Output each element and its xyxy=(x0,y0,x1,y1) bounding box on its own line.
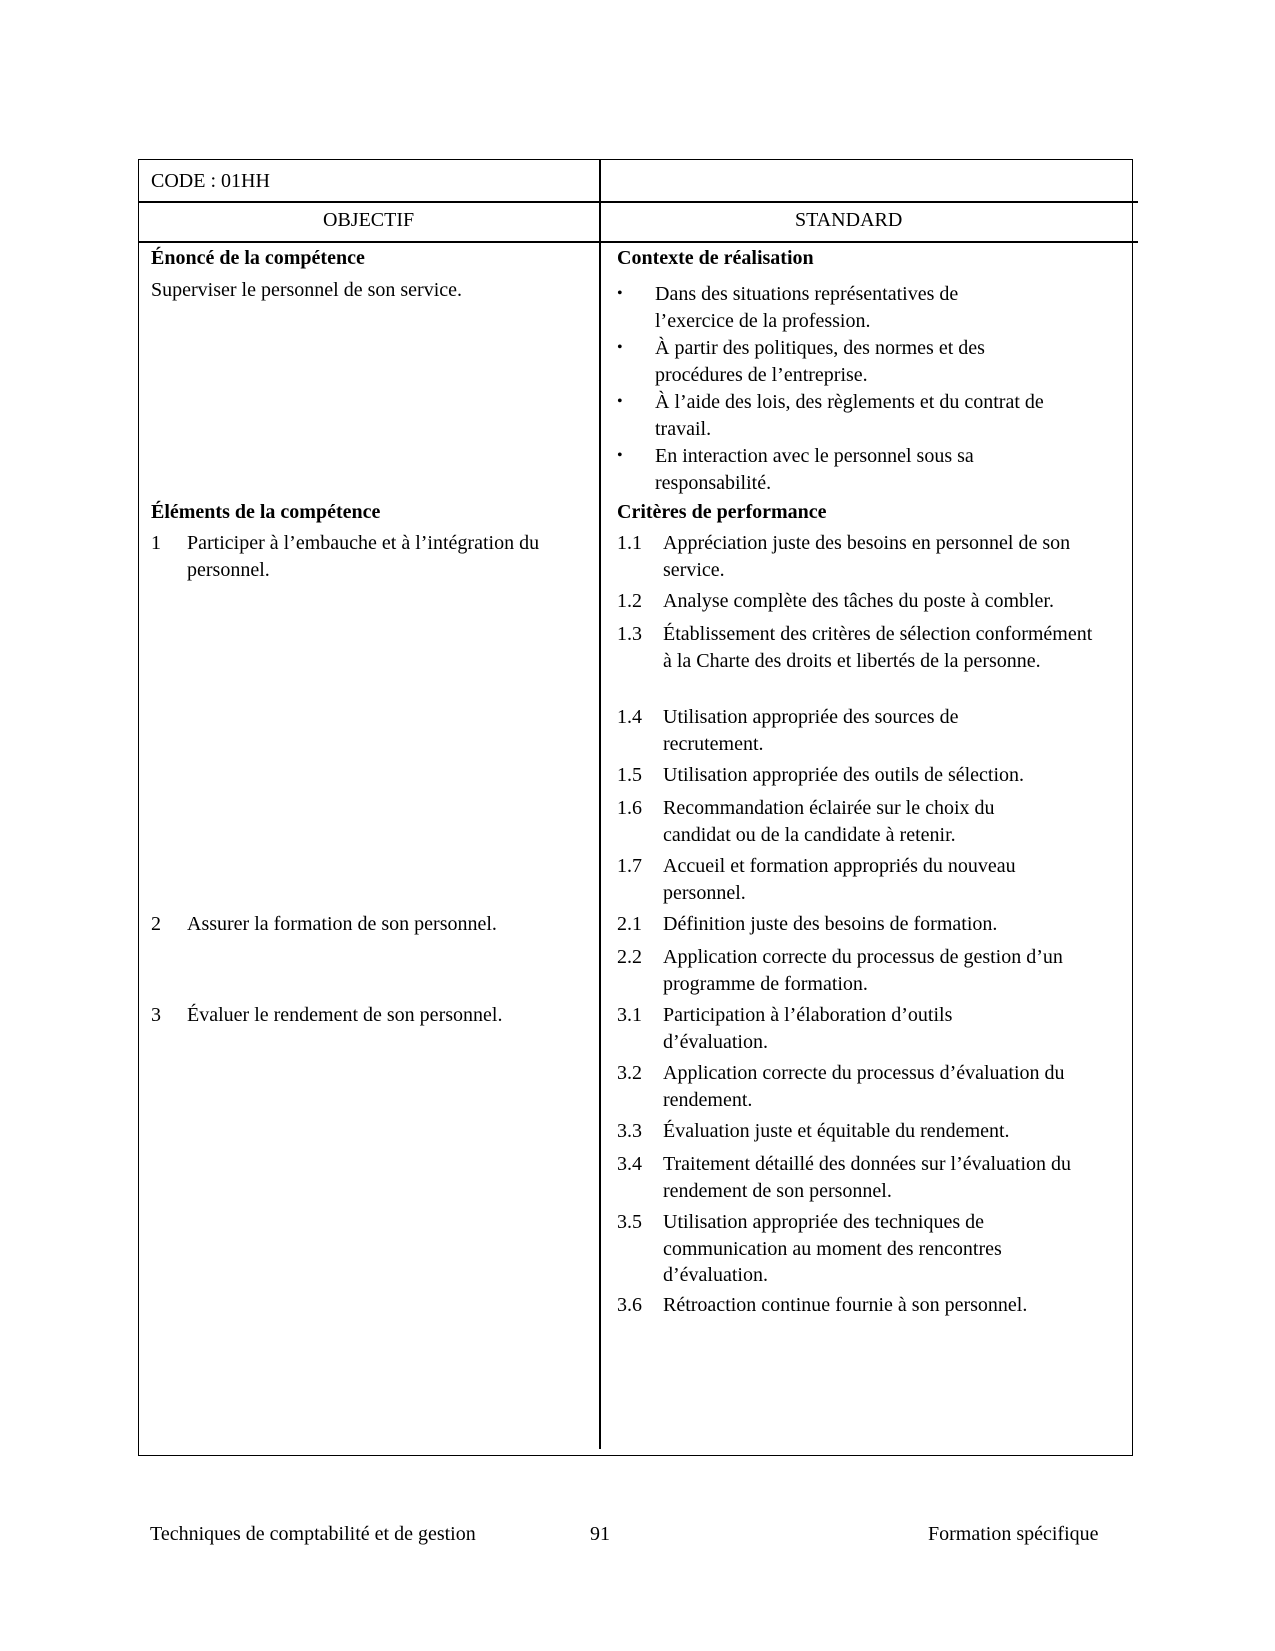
critere-number: 1.3 xyxy=(617,623,642,645)
critere-number: 1.2 xyxy=(617,590,642,612)
footer-section-title: Formation spécifique xyxy=(928,1523,1099,1545)
critere-number: 3.1 xyxy=(617,1004,642,1026)
element-number: 2 xyxy=(151,913,161,935)
critere-text: Définition juste des besoins de formation. xyxy=(663,913,998,935)
critere-number: 2.2 xyxy=(617,946,642,968)
critere-text: Rétroaction continue fournie à son personnel. xyxy=(663,1294,1028,1316)
standard-column-header: STANDARD xyxy=(795,209,903,231)
bullet-icon: • xyxy=(617,285,623,302)
footer-program-title: Techniques de comptabilité et de gestion xyxy=(150,1523,476,1545)
criteres-heading: Critères de performance xyxy=(617,501,827,523)
critere-text: Utilisation appropriée des sources de recrutement. xyxy=(663,706,959,755)
critere-number: 3.2 xyxy=(617,1062,642,1084)
critere-text: Traitement détaillé des données sur l’évaluation du rendement de son personnel. xyxy=(663,1153,1072,1202)
critere-text: Application correcte du processus de gestion d’un programme de formation. xyxy=(663,946,1063,995)
critere-text: Établissement des critères de sélection conformément à la Charte des droits et libertés de la personne. xyxy=(663,623,1093,672)
critere-number: 3.6 xyxy=(617,1294,642,1316)
bullet-icon: • xyxy=(617,393,623,410)
critere-text: Analyse complète des tâches du poste à combler. xyxy=(663,590,1054,612)
column-divider xyxy=(599,160,601,1449)
critere-number: 3.3 xyxy=(617,1120,642,1142)
critere-number: 1.7 xyxy=(617,855,642,877)
critere-number: 3.4 xyxy=(617,1153,642,1175)
header-row-divider xyxy=(138,241,1138,243)
contexte-item-text: À partir des politiques, des normes et des procédures de l’entreprise. xyxy=(655,337,985,386)
critere-number: 1.4 xyxy=(617,706,642,728)
critere-number: 3.5 xyxy=(617,1211,642,1233)
critere-text: Utilisation appropriée des techniques de communication au moment des rencontres d’évaluation. xyxy=(663,1211,1002,1286)
critere-text: Appréciation juste des besoins en personnel de son service. xyxy=(663,532,1071,581)
elements-heading: Éléments de la compétence xyxy=(151,501,381,523)
element-number: 1 xyxy=(151,532,161,554)
competency-code: CODE : 01HH xyxy=(151,170,270,192)
element-text: Participer à l’embauche et à l’intégration du personnel. xyxy=(187,532,540,581)
element-text: Évaluer le rendement de son personnel. xyxy=(187,1004,503,1026)
enonce-heading: Énoncé de la compétence xyxy=(151,247,365,269)
element-number: 3 xyxy=(151,1004,161,1026)
contexte-item-text: En interaction avec le personnel sous sa responsabilité. xyxy=(655,445,974,494)
critere-text: Application correcte du processus d’évaluation du rendement. xyxy=(663,1062,1065,1111)
contexte-item-text: À l’aide des lois, des règlements et du contrat de travail. xyxy=(655,391,1044,440)
bullet-icon: • xyxy=(617,447,623,464)
critere-number: 1.6 xyxy=(617,797,642,819)
critere-text: Recommandation éclairée sur le choix du candidat ou de la candidate à retenir. xyxy=(663,797,995,846)
contexte-heading: Contexte de réalisation xyxy=(617,247,814,269)
enonce-text: Superviser le personnel de son service. xyxy=(151,279,463,301)
objectif-column-header: OBJECTIF xyxy=(323,209,415,231)
competency-table xyxy=(138,159,1133,1456)
critere-text: Participation à l’élaboration d’outils d’évaluation. xyxy=(663,1004,953,1053)
contexte-item-text: Dans des situations représentatives de l’exercice de la profession. xyxy=(655,283,959,332)
critere-text: Utilisation appropriée des outils de sélection. xyxy=(663,764,1025,786)
critere-number: 1.1 xyxy=(617,532,642,554)
code-row-divider xyxy=(138,201,1138,203)
bullet-icon: • xyxy=(617,339,623,356)
critere-text: Évaluation juste et équitable du rendement. xyxy=(663,1120,1010,1142)
critere-number: 1.5 xyxy=(617,764,642,786)
element-text: Assurer la formation de son personnel. xyxy=(187,913,497,935)
critere-number: 2.1 xyxy=(617,913,642,935)
critere-text: Accueil et formation appropriés du nouveau personnel. xyxy=(663,855,1016,904)
footer-page-number: 91 xyxy=(590,1523,610,1545)
